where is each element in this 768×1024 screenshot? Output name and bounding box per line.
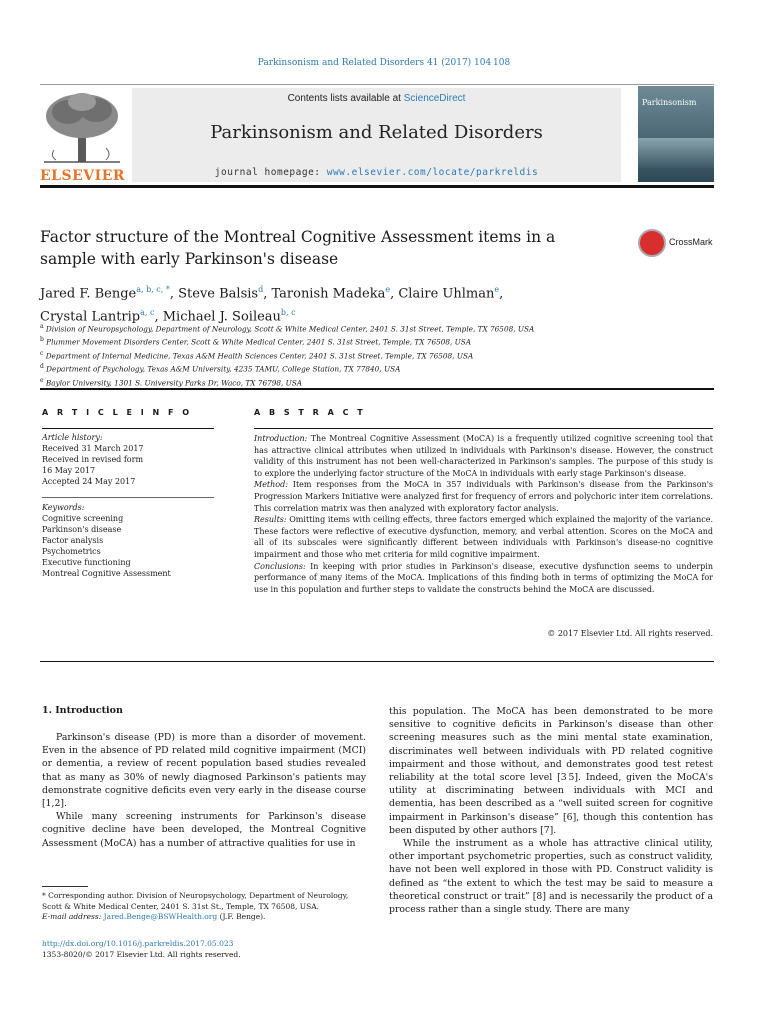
abstract-paragraph — [254, 479, 713, 514]
author-affil-sup[interactable]: b, c — [280, 308, 296, 318]
crossmark-badge[interactable] — [638, 229, 718, 259]
journal-title: Parkinsonism and Related Disorders — [210, 122, 543, 143]
affiliation-sup: a — [40, 323, 44, 330]
keyword-item: Parkinson's disease — [42, 525, 122, 534]
article-info-rule — [42, 428, 214, 429]
body-paragraph: Parkinson's disease (PD) is more than a disorder of movement. Even in the absence of PD related mild cognitive impairment (MCI) or dementia, a review of recent population based studies revealed that as many as 30% of newly diagnosed Parkinson's patients may demonstrate cognitive deficits even very early in the disease course [1,2]. — [42, 732, 366, 810]
abstract-section-text: The Montreal Cognitive Assessment (MoCA) is a frequently utilized cognitive screening tool that has attractive clinical attributes when utilized in individuals with Parkinson's disease. However, the construct validity of this instrument has not been well-characterized in Parkinson's samples. The purpose of this study is to explore the underlying factor structure of the MoCA in individuals with early stage Parkinson's disease. — [254, 434, 713, 478]
doi-link[interactable]: http://dx.doi.org/10.1016/j.parkreldis.2017.05.023 — [42, 939, 234, 948]
keyword-item: Executive functioning — [42, 558, 131, 567]
article-title: Factor structure of the Montreal Cognitive Assessment items in a sample with early Parkinson's disease — [40, 228, 556, 268]
abstract-section-text: In keeping with prior studies in Parkinson's disease, executive dysfunction seems to underpin performance of many items of the MoCA. Implications of this finding both in terms of optimizing the MoCA for use in this population and further steps to validate the constructs behind the MoCA are discussed. — [254, 561, 713, 594]
journal-masthead — [40, 84, 714, 190]
masthead-bottom-rule — [40, 185, 714, 188]
affiliation-text: Plummer Movement Disorders Center, Scott & White Medical Center, 2401 S. 31st Street, Temple, TX 76508, USA — [46, 337, 472, 347]
issn-line: 1353-8020/© 2017 Elsevier Ltd. All rights reserved. — [42, 950, 241, 959]
abstract-paragraph — [254, 514, 713, 560]
keyword-item: Cognitive screening — [42, 514, 124, 523]
body-right-column — [389, 705, 713, 916]
history-item: Received 31 March 2017 — [42, 444, 144, 453]
section-heading-introduction: 1. Introduction — [42, 705, 123, 716]
email-link[interactable]: Jared.Benge@BSWHealth.org — [103, 912, 218, 921]
body-paragraph: this population. The MoCA has been demonstrated to be more sensitive to cognitive deficits in Parkinson's disease than other screening measures such as the mini mental state examination, discriminates well between individuals with PD related cognitive impairment and those without, and demonstrates good test retest reliability at the total score level [3 5]. Indeed, given the MoCA's utility at discriminating between individuals with MCI and dementia, has been described as a “well suited screen for cognitive impairment in Parkinson's disease” [6], though this contention has been disputed by other authors [7]. — [389, 706, 713, 836]
author-name[interactable]: Jared F. Benge — [40, 286, 137, 302]
abstract-divider — [40, 661, 714, 662]
cover-title: Parkinsonism — [642, 98, 697, 107]
elsevier-tree-logo[interactable] — [40, 90, 124, 182]
author-affil-sup[interactable]: d — [258, 285, 264, 294]
journal-info-panel — [132, 88, 621, 182]
footnote-email-line — [42, 912, 368, 923]
author-name[interactable]: Steve Balsis — [178, 286, 259, 302]
email-suffix: (J.F. Benge). — [219, 912, 266, 921]
homepage-link[interactable]: www.elsevier.com/locate/parkreldis — [326, 167, 539, 178]
email-label: E-mail address: — [42, 912, 102, 921]
crossmark-icon — [638, 229, 666, 257]
abstract-section-text: Item responses from the MoCA in 357 individuals with Parkinson's disease from the Parkinson's Progression Markers Initiative were analyzed first for frequency of errors and polychoric inter item correlations. This correlation matrix was then analyzed with exploratory factor analysis. — [254, 480, 713, 513]
author-name[interactable]: Michael J. Soileau — [162, 309, 281, 325]
history-item: Received in revised form — [42, 455, 144, 464]
tree-icon — [40, 90, 124, 166]
author-name[interactable]: Crystal Lantrip — [40, 309, 141, 325]
author-name[interactable]: Taronish Madeka — [271, 286, 386, 302]
keywords-block — [42, 502, 214, 579]
footnote-rule — [42, 886, 88, 887]
author-affil-sup[interactable]: a, c — [140, 308, 155, 318]
author-list: Jared F. Benge$^{a, b, c, *}$, Steve Balsis$^d$, Taronish Madeka$^e$, Claire Uhlman$^e$, Crystal Lantrip$^{a, c}$, Michael J. Soileau$^{b, c}$ — [40, 285, 504, 325]
abstract-paragraph — [254, 433, 713, 479]
abstract-section-label: Introduction: — [254, 434, 308, 443]
sciencedirect-link[interactable]: ScienceDirect — [403, 93, 466, 104]
abstract-copyright: © 2017 Elsevier Ltd. All rights reserved. — [547, 629, 713, 638]
body-paragraph: While the instrument as a whole has attractive clinical utility, other important psychometric properties, such as construct validity, have not been well explored in those with PD. Construct validity is defined as “the extent to which the test may be said to measure a theoretical construct or trait” [8] and is necessarily the product of a process rather than a single study. There are many — [389, 838, 713, 916]
contents-line — [132, 93, 621, 104]
doi-block — [42, 938, 372, 960]
header-divider — [40, 388, 714, 390]
contents-prefix: Contents lists available at — [287, 93, 404, 104]
affiliation-sup: d — [40, 363, 44, 371]
author-name[interactable]: Claire Uhlman — [398, 286, 495, 302]
affiliation-item — [40, 375, 720, 388]
abstract-section-text: Omitting items with ceiling effects, three factors emerged which explained the majority of the variance. These factors were reflective of executive dysfunction, memory, and verbal attention. Scores on the MoCA and all of its subscales were significantly different between individuals with Parkinson's disease-no cognitive impairment and those who met criteria for mild cognitive impairment. — [254, 515, 713, 559]
affiliation-sup: c — [40, 349, 44, 357]
affiliation-sup: e — [40, 376, 44, 384]
affiliation-text: Baylor University, 1301 S. University Parks Dr, Waco, TX 76798, USA — [45, 378, 303, 388]
footnote-text: * Corresponding author. Division of Neuropsychology, Department of Neurology, Scott & White Medical Center, 2401 S. 31st St., Temple, TX 76508, USA. — [42, 891, 349, 911]
affiliation-item — [40, 361, 720, 374]
homepage-prefix: journal homepage: — [214, 167, 327, 178]
keyword-item: Psychometrics — [42, 547, 101, 556]
affiliation-sup: b — [40, 336, 44, 344]
body-left-column — [42, 731, 366, 850]
history-item: Accepted 24 May 2017 — [42, 477, 136, 486]
abstract-heading: A B S T R A C T — [254, 408, 366, 417]
abstract-rule — [254, 428, 713, 429]
keywords-label: Keywords: — [42, 503, 85, 512]
abstract-section-label: Results: — [254, 515, 287, 525]
keyword-item: Factor analysis — [42, 536, 104, 545]
keyword-item: Montreal Cognitive Assessment — [42, 569, 171, 578]
body-paragraph: While many screening instruments for Parkinson's disease cognitive decline have been developed, the Montreal Cognitive Assessment (MoCA) has a number of attractive qualities for use in — [42, 811, 366, 849]
journal-cover-image[interactable] — [638, 86, 714, 182]
abstract-section-label: Conclusions: — [254, 561, 306, 571]
author-affil-sup[interactable]: e — [494, 285, 500, 294]
journal-citation[interactable]: Parkinsonism and Related Disorders 41 (2017) 104 108 — [257, 58, 511, 68]
article-history — [42, 432, 214, 487]
affiliation-text: Department of Psychology, Texas A&M University, 4235 TAMU, College Station, TX 77840, USA — [46, 364, 401, 374]
article-info-heading: A R T I C L E I N F O — [42, 408, 193, 417]
abstract-body — [254, 433, 713, 595]
author-affil-sup[interactable]: a, b, c, * — [136, 285, 170, 294]
cover-landscape — [638, 138, 714, 168]
corresponding-author-footnote — [42, 891, 368, 923]
masthead-top-rule — [40, 84, 714, 85]
affiliation-text: Department of Internal Medicine, Texas A&M Health Sciences Center, 2401 S. 31st Street, Temple, TX 76508, USA — [45, 351, 474, 361]
history-label: Article history: — [42, 433, 103, 442]
affiliation-list — [40, 321, 720, 388]
affiliation-item — [40, 334, 720, 347]
affiliation-item — [40, 321, 720, 334]
affiliation-item — [40, 348, 720, 361]
homepage-line — [132, 167, 621, 178]
abstract-paragraph — [254, 561, 713, 596]
keywords-rule — [42, 497, 214, 498]
abstract-section-label: Method: — [254, 480, 288, 490]
affiliation-text: Division of Neuropsychology, Department of Neurology, Scott & White Medical Center, 2401 S. 31st Street, Temple, TX 76508, USA — [45, 324, 535, 334]
author-affil-sup[interactable]: e — [385, 285, 391, 294]
crossmark-label: CrossMark — [669, 237, 713, 247]
elsevier-wordmark: ELSEVIER — [40, 168, 126, 184]
history-item: 16 May 2017 — [42, 466, 96, 475]
